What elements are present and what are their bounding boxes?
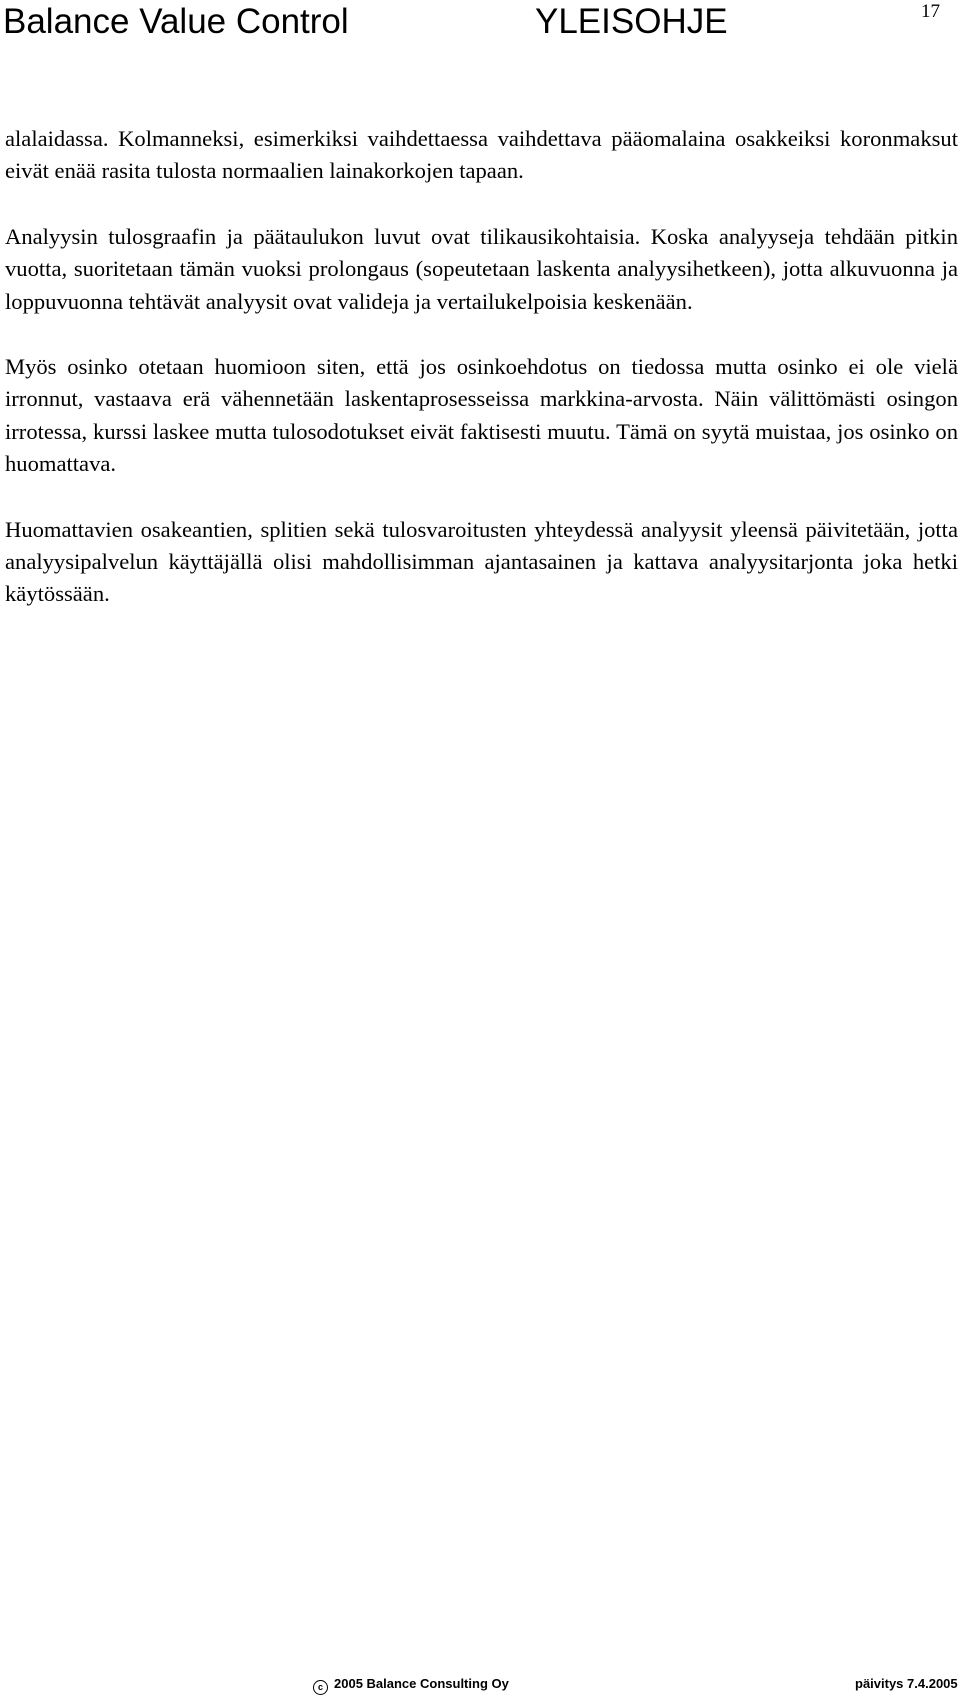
- paragraph-3: Myös osinko otetaan huomioon siten, että jos osinkoehdotus on tiedossa mutta osinko ei ole vielä irronnut, vastaava erä vähennetään laskentaprosesseissa markkina-arvosta. Näin välittömästi osingon irrotessa, kurssi laskee mutta tulosodotukset eivät faktisesti muutu. Tämä on syytä muistaa, jos osinko on huomattava.: [5, 354, 958, 477]
- page-number: 17: [921, 1, 940, 22]
- document-subtitle: YLEISOHJE: [535, 2, 728, 41]
- copyright-icon: c: [313, 1680, 328, 1695]
- page-footer: [0, 1675, 960, 1695]
- paragraph-2: Analyysin tulosgraafin ja päätaulukon luvut ovat tilikausikohtaisia. Koska analyyseja tehdään pitkin vuotta, suoritetaan tämän vuoksi prolongaus (sopeutetaan laskenta analyysihetkeen), jotta alkuvuonna ja loppuvuonna tehtävät analyysit ovat valideja ja vertailukelpoisia keskenään.: [5, 223, 958, 314]
- document-title: Balance Value Control: [3, 2, 349, 41]
- footer-copyright: [313, 1675, 509, 1695]
- footer-date: päivitys 7.4.2005: [855, 1676, 958, 1691]
- paragraph-1: alalaidassa. Kolmanneksi, esimerkiksi vaihdettaessa vaihdettava pääomalaina osakkeiksi koronmaksut eivät enää rasita tulosta normaalien lainakorkojen tapaan.: [5, 126, 958, 184]
- page-header: [0, 0, 960, 44]
- document-body: [5, 123, 958, 644]
- paragraph-4: Huomattavien osakeantien, splitien sekä tulosvaroitusten yhteydessä analyysit yleensä päivitetään, jotta analyysipalvelun käyttäjällä olisi mahdollisimman ajantasainen ja kattava analyysitarjonta joka hetki käytössään.: [5, 516, 958, 607]
- footer-copyright-text: 2005 Balance Consulting Oy: [334, 1676, 509, 1691]
